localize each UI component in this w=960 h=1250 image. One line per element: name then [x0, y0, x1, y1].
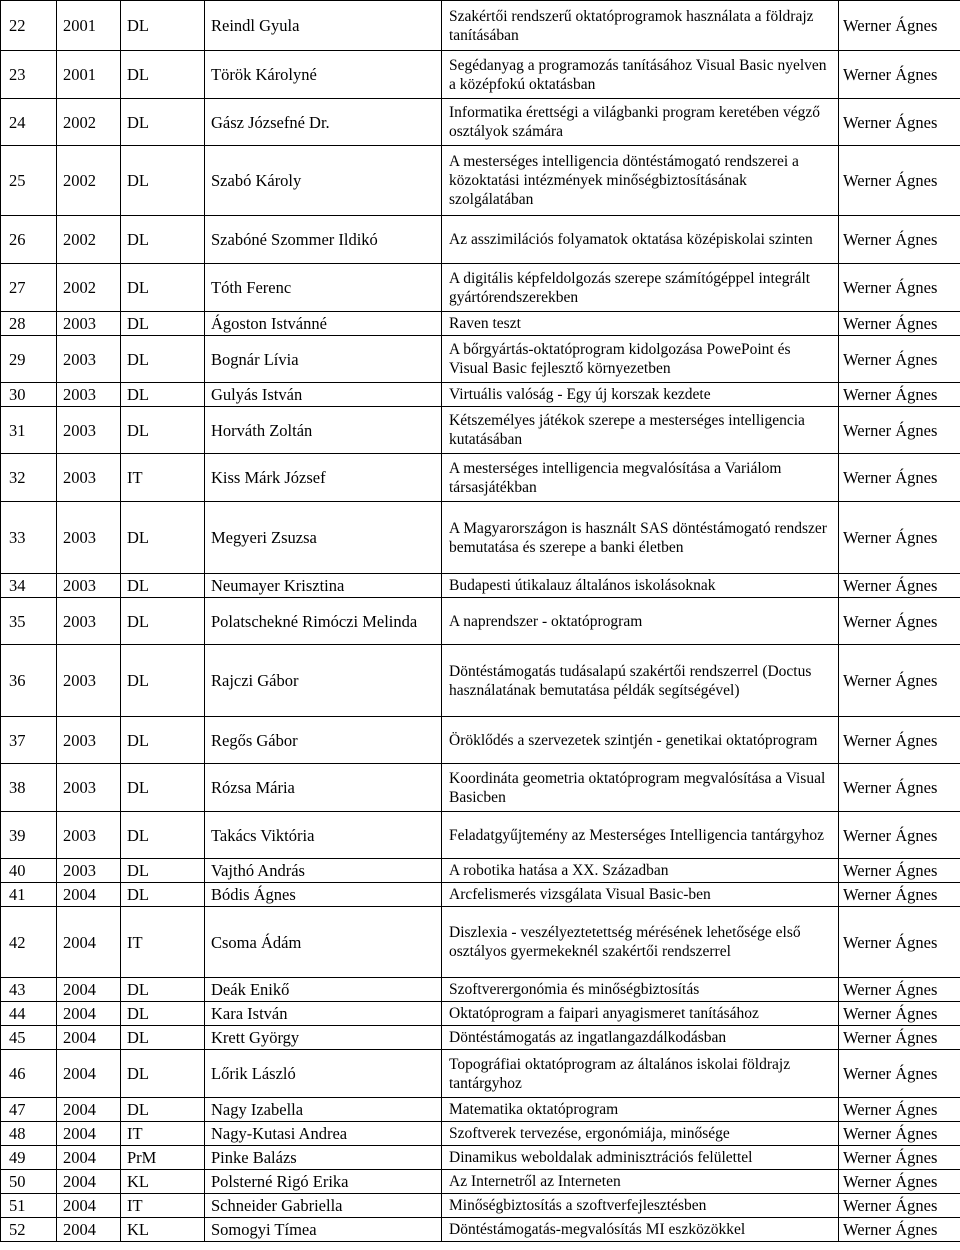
row-year: 2003	[57, 502, 121, 574]
row-author: Rajczi Gábor	[205, 645, 442, 717]
row-title: A robotika hatása a XX. Században	[442, 859, 839, 883]
row-number: 34	[1, 574, 57, 598]
row-year: 2003	[57, 764, 121, 812]
row-type: PrM	[121, 1146, 205, 1170]
row-author: Rózsa Mária	[205, 764, 442, 812]
row-number: 25	[1, 146, 57, 216]
table-row	[1, 1218, 960, 1242]
row-type: DL	[121, 1026, 205, 1050]
row-number: 32	[1, 454, 57, 502]
row-type: KL	[121, 1218, 205, 1242]
table-row	[1, 812, 960, 859]
row-number: 40	[1, 859, 57, 883]
row-type: DL	[121, 407, 205, 454]
table-row	[1, 312, 960, 336]
row-number: 42	[1, 907, 57, 978]
row-title: Koordináta geometria oktatóprogram megvalósítása a Visual Basicben	[442, 764, 839, 812]
row-number: 50	[1, 1170, 57, 1194]
row-year: 2003	[57, 454, 121, 502]
row-number: 44	[1, 1002, 57, 1026]
row-title: Topográfiai oktatóprogram az általános iskolai földrajz tantárgyhoz	[442, 1050, 839, 1098]
row-supervisor: Werner Ágnes	[839, 907, 960, 978]
row-title: A Magyarországon is használt SAS döntéstámogató rendszer bemutatása és szerepe a banki életben	[442, 502, 839, 574]
row-number: 39	[1, 812, 57, 859]
row-title: Az asszimilációs folyamatok oktatása középiskolai szinten	[442, 216, 839, 264]
row-title: Döntéstámogatás-megvalósítás MI eszközökkel	[442, 1218, 839, 1242]
row-year: 2001	[57, 1, 121, 51]
row-number: 33	[1, 502, 57, 574]
row-number: 49	[1, 1146, 57, 1170]
row-title: Kétszemélyes játékok szerepe a mesterséges intelligencia kutatásában	[442, 407, 839, 454]
row-supervisor: Werner Ágnes	[839, 859, 960, 883]
row-supervisor: Werner Ágnes	[839, 1194, 960, 1218]
row-year: 2003	[57, 336, 121, 383]
row-number: 29	[1, 336, 57, 383]
table-row	[1, 859, 960, 883]
row-supervisor: Werner Ágnes	[839, 51, 960, 99]
row-supervisor: Werner Ágnes	[839, 574, 960, 598]
table-row	[1, 264, 960, 312]
row-author: Nagy Izabella	[205, 1098, 442, 1122]
row-supervisor: Werner Ágnes	[839, 146, 960, 216]
row-title: A mesterséges intelligencia megvalósítása a Variálom társasjátékban	[442, 454, 839, 502]
row-title: A bőrgyártás-oktatóprogram kidolgozása PowePoint és Visual Basic fejlesztő környezetben	[442, 336, 839, 383]
row-title: Arcfelismerés vizsgálata Visual Basic-ben	[442, 883, 839, 907]
row-type: IT	[121, 907, 205, 978]
row-year: 2004	[57, 907, 121, 978]
row-author: Reindl Gyula	[205, 1, 442, 51]
row-author: Krett György	[205, 1026, 442, 1050]
row-author: Tóth Ferenc	[205, 264, 442, 312]
row-supervisor: Werner Ágnes	[839, 383, 960, 407]
row-type: DL	[121, 1, 205, 51]
row-year: 2003	[57, 859, 121, 883]
table-row	[1, 1050, 960, 1098]
row-number: 24	[1, 99, 57, 146]
row-year: 2004	[57, 1122, 121, 1146]
row-type: DL	[121, 645, 205, 717]
row-supervisor: Werner Ágnes	[839, 812, 960, 859]
table-row	[1, 1122, 960, 1146]
table-row	[1, 1194, 960, 1218]
row-author: Vajthó András	[205, 859, 442, 883]
row-type: DL	[121, 883, 205, 907]
row-author: Bognár Lívia	[205, 336, 442, 383]
row-number: 23	[1, 51, 57, 99]
row-title: Szoftverek tervezése, ergonómiája, minősége	[442, 1122, 839, 1146]
row-supervisor: Werner Ágnes	[839, 1050, 960, 1098]
row-year: 2004	[57, 1026, 121, 1050]
row-year: 2003	[57, 645, 121, 717]
row-supervisor: Werner Ágnes	[839, 1026, 960, 1050]
table-row	[1, 764, 960, 812]
row-title: A digitális képfeldolgozás szerepe számítógéppel integrált gyártórendszerekben	[442, 264, 839, 312]
row-number: 27	[1, 264, 57, 312]
table-row	[1, 99, 960, 146]
table-row	[1, 598, 960, 645]
row-author: Pinke Balázs	[205, 1146, 442, 1170]
row-author: Megyeri Zsuzsa	[205, 502, 442, 574]
row-supervisor: Werner Ágnes	[839, 1002, 960, 1026]
row-year: 2003	[57, 312, 121, 336]
row-year: 2004	[57, 1146, 121, 1170]
table-row	[1, 717, 960, 764]
row-supervisor: Werner Ágnes	[839, 454, 960, 502]
row-author: Takács Viktória	[205, 812, 442, 859]
row-author: Kiss Márk József	[205, 454, 442, 502]
row-year: 2004	[57, 1002, 121, 1026]
row-supervisor: Werner Ágnes	[839, 1218, 960, 1242]
row-title: Döntéstámogatás az ingatlangazdálkodásban	[442, 1026, 839, 1050]
row-number: 28	[1, 312, 57, 336]
row-year: 2003	[57, 407, 121, 454]
table-row	[1, 645, 960, 717]
row-supervisor: Werner Ágnes	[839, 1098, 960, 1122]
row-type: DL	[121, 1098, 205, 1122]
row-number: 45	[1, 1026, 57, 1050]
row-author: Nagy-Kutasi Andrea	[205, 1122, 442, 1146]
row-supervisor: Werner Ágnes	[839, 336, 960, 383]
row-type: DL	[121, 574, 205, 598]
row-supervisor: Werner Ágnes	[839, 764, 960, 812]
row-year: 2003	[57, 574, 121, 598]
row-type: DL	[121, 502, 205, 574]
row-title: A mesterséges intelligencia döntéstámogató rendszerei a közoktatási intézmények minőségbiztosításának szolgálatában	[442, 146, 839, 216]
row-title: Feladatgyűjtemény az Mesterséges Intelligencia tantárgyhoz	[442, 812, 839, 859]
row-number: 22	[1, 1, 57, 51]
row-author: Neumayer Krisztina	[205, 574, 442, 598]
row-year: 2004	[57, 1218, 121, 1242]
row-number: 31	[1, 407, 57, 454]
row-type: DL	[121, 1002, 205, 1026]
row-type: DL	[121, 859, 205, 883]
row-author: Csoma Ádám	[205, 907, 442, 978]
table-row	[1, 1002, 960, 1026]
table-row	[1, 574, 960, 598]
row-number: 46	[1, 1050, 57, 1098]
table-row	[1, 336, 960, 383]
row-title: Dinamikus weboldalak adminisztrációs felülettel	[442, 1146, 839, 1170]
row-year: 2003	[57, 598, 121, 645]
table-row	[1, 51, 960, 99]
row-type: DL	[121, 1050, 205, 1098]
row-number: 47	[1, 1098, 57, 1122]
row-type: IT	[121, 1122, 205, 1146]
row-title: Az Internetről az Interneten	[442, 1170, 839, 1194]
row-number: 43	[1, 978, 57, 1002]
row-author: Regős Gábor	[205, 717, 442, 764]
row-title: Szakértői rendszerű oktatóprogramok használata a földrajz tanításában	[442, 1, 839, 51]
row-supervisor: Werner Ágnes	[839, 1, 960, 51]
row-type: DL	[121, 216, 205, 264]
table-row	[1, 383, 960, 407]
row-type: DL	[121, 764, 205, 812]
row-type: DL	[121, 812, 205, 859]
row-year: 2004	[57, 1098, 121, 1122]
row-title: Döntéstámogatás tudásalapú szakértői rendszerrel (Doctus használatának bemutatása példák segítségével)	[442, 645, 839, 717]
row-author: Török Károlyné	[205, 51, 442, 99]
row-type: DL	[121, 598, 205, 645]
row-supervisor: Werner Ágnes	[839, 1170, 960, 1194]
row-title: Matematika oktatóprogram	[442, 1098, 839, 1122]
row-author: Lőrik László	[205, 1050, 442, 1098]
row-author: Gulyás István	[205, 383, 442, 407]
table-row	[1, 407, 960, 454]
row-type: DL	[121, 312, 205, 336]
table-row	[1, 454, 960, 502]
row-type: DL	[121, 383, 205, 407]
table-row	[1, 146, 960, 216]
row-supervisor: Werner Ágnes	[839, 978, 960, 1002]
row-title: Oktatóprogram a faipari anyagismeret tanításához	[442, 1002, 839, 1026]
row-year: 2002	[57, 146, 121, 216]
row-author: Gász Józsefné Dr.	[205, 99, 442, 146]
row-author: Kara István	[205, 1002, 442, 1026]
row-year: 2002	[57, 264, 121, 312]
row-number: 41	[1, 883, 57, 907]
row-year: 2004	[57, 978, 121, 1002]
row-type: DL	[121, 51, 205, 99]
table-row	[1, 907, 960, 978]
row-year: 2002	[57, 99, 121, 146]
table-row	[1, 216, 960, 264]
row-title: A naprendszer - oktatóprogram	[442, 598, 839, 645]
row-author: Schneider Gabriella	[205, 1194, 442, 1218]
row-title: Budapesti útikalauz általános iskolásoknak	[442, 574, 839, 598]
table-row	[1, 1, 960, 51]
row-year: 2002	[57, 216, 121, 264]
row-title: Virtuális valóság - Egy új korszak kezdete	[442, 383, 839, 407]
row-supervisor: Werner Ágnes	[839, 216, 960, 264]
row-type: DL	[121, 264, 205, 312]
row-author: Bódis Ágnes	[205, 883, 442, 907]
table-row	[1, 1170, 960, 1194]
row-supervisor: Werner Ágnes	[839, 1146, 960, 1170]
row-supervisor: Werner Ágnes	[839, 1122, 960, 1146]
row-year: 2003	[57, 383, 121, 407]
row-author: Horváth Zoltán	[205, 407, 442, 454]
row-type: DL	[121, 99, 205, 146]
row-year: 2003	[57, 812, 121, 859]
row-number: 38	[1, 764, 57, 812]
row-supervisor: Werner Ágnes	[839, 99, 960, 146]
row-author: Polatschekné Rimóczi Melinda	[205, 598, 442, 645]
row-year: 2004	[57, 1170, 121, 1194]
row-type: IT	[121, 1194, 205, 1218]
row-author: Szabóné Szommer Ildikó	[205, 216, 442, 264]
row-year: 2004	[57, 1050, 121, 1098]
table-row	[1, 978, 960, 1002]
row-number: 35	[1, 598, 57, 645]
row-number: 37	[1, 717, 57, 764]
row-number: 26	[1, 216, 57, 264]
table-row	[1, 1026, 960, 1050]
row-author: Szabó Károly	[205, 146, 442, 216]
row-year: 2004	[57, 883, 121, 907]
row-supervisor: Werner Ágnes	[839, 645, 960, 717]
row-title: Informatika érettségi a világbanki program keretében végző osztályok számára	[442, 99, 839, 146]
row-supervisor: Werner Ágnes	[839, 407, 960, 454]
row-supervisor: Werner Ágnes	[839, 264, 960, 312]
row-number: 52	[1, 1218, 57, 1242]
row-year: 2004	[57, 1194, 121, 1218]
row-supervisor: Werner Ágnes	[839, 883, 960, 907]
row-supervisor: Werner Ágnes	[839, 312, 960, 336]
row-number: 51	[1, 1194, 57, 1218]
table-row	[1, 502, 960, 574]
row-supervisor: Werner Ágnes	[839, 598, 960, 645]
row-supervisor: Werner Ágnes	[839, 717, 960, 764]
row-author: Somogyi Tímea	[205, 1218, 442, 1242]
row-title: Minőségbiztosítás a szoftverfejlesztésben	[442, 1194, 839, 1218]
row-number: 48	[1, 1122, 57, 1146]
row-year: 2003	[57, 717, 121, 764]
row-title: Öröklődés a szervezetek szintjén - genetikai oktatóprogram	[442, 717, 839, 764]
row-number: 30	[1, 383, 57, 407]
row-supervisor: Werner Ágnes	[839, 502, 960, 574]
row-title: Diszlexia - veszélyeztetettség mérésének lehetősége első osztályos gyermekeknél szakértői rendszerrel	[442, 907, 839, 978]
table-row	[1, 1146, 960, 1170]
row-title: Segédanyag a programozás tanításához Visual Basic nyelven a középfokú oktatásban	[442, 51, 839, 99]
table-row	[1, 1098, 960, 1122]
row-type: DL	[121, 336, 205, 383]
row-author: Ágoston Istvánné	[205, 312, 442, 336]
row-year: 2001	[57, 51, 121, 99]
row-title: Raven teszt	[442, 312, 839, 336]
row-author: Polsterné Rigó Erika	[205, 1170, 442, 1194]
row-number: 36	[1, 645, 57, 717]
row-type: IT	[121, 454, 205, 502]
row-author: Deák Enikő	[205, 978, 442, 1002]
row-type: KL	[121, 1170, 205, 1194]
row-type: DL	[121, 978, 205, 1002]
row-type: DL	[121, 146, 205, 216]
table-row	[1, 883, 960, 907]
row-title: Szoftverergonómia és minőségbiztosítás	[442, 978, 839, 1002]
row-type: DL	[121, 717, 205, 764]
